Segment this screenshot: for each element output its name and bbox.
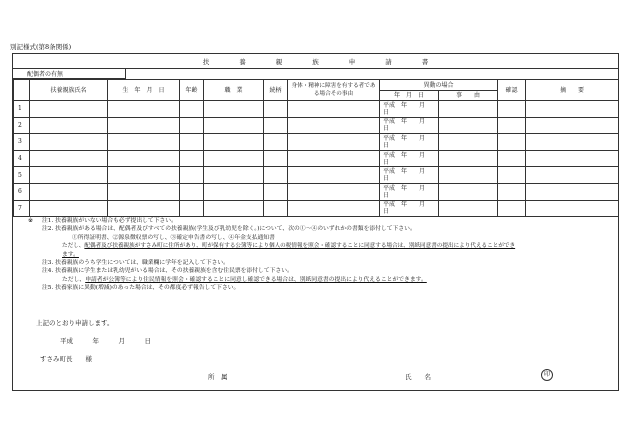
spouse-status-box — [13, 68, 126, 79]
change-reason-cell[interactable] — [439, 134, 498, 151]
seal-icon: 印 — [541, 369, 553, 381]
date-placeholder: 年 月 日 — [383, 168, 438, 183]
name-cell[interactable] — [30, 167, 108, 184]
table-row — [14, 183, 619, 200]
name-cell[interactable] — [30, 134, 108, 151]
note-3: 注3. 扶養親族のうち学生については、職業欄に学年を記入して下さい。 — [42, 260, 229, 266]
note-2-exception — [62, 242, 515, 250]
title-row — [13, 54, 618, 69]
header-change-reason: 事 由 — [439, 91, 498, 101]
header-confirm: 確認 — [498, 80, 526, 101]
header-summary: 摘 要 — [526, 80, 619, 101]
note-4-exception — [62, 276, 427, 284]
date-placeholder: 年 月 日 — [383, 134, 438, 149]
age-cell[interactable] — [180, 167, 204, 184]
row-number: 1 — [14, 101, 30, 118]
disability-cell[interactable] — [288, 167, 380, 184]
date-placeholder: 年 月 日 — [383, 201, 438, 216]
header-number — [14, 80, 30, 101]
confirm-cell[interactable] — [498, 101, 526, 118]
table-row — [14, 150, 619, 167]
confirm-cell[interactable] — [498, 183, 526, 200]
row-number: 7 — [14, 200, 30, 217]
name-cell[interactable] — [30, 101, 108, 118]
era-label: 平成 — [383, 168, 396, 176]
date-placeholder: 年 月 日 — [383, 101, 438, 116]
age-cell[interactable] — [180, 200, 204, 217]
notes-mark: ※ — [28, 218, 33, 224]
birthdate-cell[interactable] — [108, 200, 180, 217]
form-number-label: 別記様式(第8条関係) — [10, 43, 72, 51]
age-cell[interactable] — [180, 101, 204, 118]
header-age: 年齢 — [180, 80, 204, 101]
change-reason-cell[interactable] — [439, 183, 498, 200]
change-reason-cell[interactable] — [439, 117, 498, 134]
change-date-cell[interactable] — [380, 117, 439, 134]
change-date-cell[interactable] — [380, 150, 439, 167]
disability-cell[interactable] — [288, 117, 380, 134]
name-cell[interactable] — [30, 117, 108, 134]
disability-cell[interactable] — [288, 183, 380, 200]
note-4-exception-body: 申請者が公簿等により住民情報を照会・確認することに同意し確認できる場合は、別紙同意書の提出により代えることができます。 — [85, 276, 427, 283]
confirm-cell[interactable] — [498, 117, 526, 134]
era-label: 平成 — [383, 184, 396, 192]
header-name: 扶養親族氏名 — [30, 80, 108, 101]
birthdate-cell[interactable] — [108, 150, 180, 167]
disability-cell[interactable] — [288, 101, 380, 118]
occupation-cell[interactable] — [204, 167, 264, 184]
note-2-documents: ①所得証明書、②源泉徴収票の写し、③確定申告書の写し、④年金支払通知書 — [72, 234, 275, 241]
header-occupation: 職 業 — [204, 80, 264, 101]
name-cell[interactable] — [30, 200, 108, 217]
table-row — [14, 167, 619, 184]
birthdate-cell[interactable] — [108, 101, 180, 118]
summary-cell[interactable] — [526, 117, 619, 134]
change-reason-cell[interactable] — [439, 200, 498, 217]
relationship-cell[interactable] — [264, 200, 288, 217]
birthdate-cell[interactable] — [108, 117, 180, 134]
table-row — [14, 101, 619, 118]
confirm-cell[interactable] — [498, 134, 526, 151]
application-date-field[interactable]: 平成 年 月 日 — [60, 337, 151, 345]
table-row — [14, 134, 619, 151]
table-row — [14, 200, 619, 217]
birthdate-cell[interactable] — [108, 134, 180, 151]
relationship-cell[interactable] — [264, 183, 288, 200]
change-date-cell[interactable] — [380, 101, 439, 118]
era-label: 平成 — [383, 101, 396, 109]
name-cell[interactable] — [30, 183, 108, 200]
note-5: 注5. 扶養家族に異動(増減)のあった場合は、その都度必ず報告して下さい。 — [42, 285, 240, 292]
date-placeholder: 年 月 日 — [383, 184, 438, 199]
era-label: 平成 — [383, 201, 396, 209]
dependents-table — [13, 79, 619, 217]
date-placeholder: 年 月 日 — [383, 118, 438, 133]
date-placeholder: 年 月 日 — [383, 151, 438, 166]
note-4: 注4. 扶養親族に学生または乳幼児がいる場合は、その扶養親族を含む住民票を添付して下さい。 — [42, 268, 293, 275]
change-date-cell[interactable] — [380, 167, 439, 184]
form-title: 扶養親族申請書 — [202, 58, 459, 66]
summary-cell[interactable] — [526, 200, 619, 217]
note-2-exception-body: 配偶者及び扶養親族がすさみ町に住所があり、町が保有する公簿等により個人の税情報を照会・確認することに同意する場合は、別紙同意書の提出により代えることができ — [84, 243, 516, 250]
age-cell[interactable] — [180, 134, 204, 151]
age-cell[interactable] — [180, 117, 204, 134]
name-cell[interactable] — [30, 150, 108, 167]
header-change: 異動の場合 — [380, 80, 498, 91]
note-2-exception-prefix: ただし、 — [62, 243, 85, 250]
change-reason-cell[interactable] — [439, 101, 498, 118]
summary-cell[interactable] — [526, 101, 619, 118]
occupation-cell[interactable] — [204, 150, 264, 167]
header-birthdate: 生 年 月 日 — [108, 80, 180, 101]
era-label: 平成 — [383, 118, 396, 126]
addressee: すさみ町長 様 — [40, 355, 92, 363]
summary-cell[interactable] — [526, 134, 619, 151]
relationship-cell[interactable] — [264, 117, 288, 134]
header-change-date: 年 月 日 — [380, 91, 439, 101]
note-2-exception-end: ます。 — [62, 251, 79, 258]
row-number: 5 — [14, 167, 30, 184]
confirm-cell[interactable] — [498, 167, 526, 184]
row-number: 2 — [14, 117, 30, 134]
age-cell[interactable] — [180, 150, 204, 167]
row-number: 3 — [14, 134, 30, 151]
relationship-cell[interactable] — [264, 150, 288, 167]
birthdate-cell[interactable] — [108, 167, 180, 184]
affiliation-label: 所 属 — [208, 373, 228, 381]
summary-cell[interactable] — [526, 150, 619, 167]
row-number: 4 — [14, 150, 30, 167]
summary-cell[interactable] — [526, 183, 619, 200]
application-statement: 上記のとおり申請します。 — [36, 319, 114, 327]
change-date-cell[interactable] — [380, 200, 439, 217]
occupation-cell[interactable] — [204, 183, 264, 200]
note-2: 注2. 扶養親族がある場合は、配偶者及びすべての扶養親族(学生及び乳幼児を除く。)について、次の①～④のいずれかの書類を添付して下さい。 — [42, 226, 416, 233]
relationship-cell[interactable] — [264, 134, 288, 151]
spouse-status-label: 配偶者の有無 — [27, 71, 64, 78]
confirm-cell[interactable] — [498, 150, 526, 167]
row-number: 6 — [14, 183, 30, 200]
era-label: 平成 — [383, 134, 396, 142]
change-date-cell[interactable] — [380, 183, 439, 200]
disability-cell[interactable] — [288, 150, 380, 167]
occupation-cell[interactable] — [204, 117, 264, 134]
era-label: 平成 — [383, 151, 396, 159]
applicant-name-label: 氏 名 — [405, 373, 431, 381]
header-relationship: 続柄 — [264, 80, 288, 101]
age-cell[interactable] — [180, 183, 204, 200]
disability-cell[interactable] — [288, 134, 380, 151]
note-4-exception-prefix: ただし、 — [62, 276, 86, 283]
change-date-cell[interactable] — [380, 134, 439, 151]
birthdate-cell[interactable] — [108, 183, 180, 200]
change-reason-cell[interactable] — [439, 150, 498, 167]
disability-cell[interactable] — [288, 200, 380, 217]
occupation-cell[interactable] — [204, 134, 264, 151]
change-reason-cell[interactable] — [439, 167, 498, 184]
summary-cell[interactable] — [526, 167, 619, 184]
occupation-cell[interactable] — [204, 101, 264, 118]
confirm-cell[interactable] — [498, 200, 526, 217]
table-row — [14, 117, 619, 134]
note-1: 注1. 扶養親族がいない場合も必ず提出して下さい。 — [42, 218, 177, 224]
header-disability: 身体・精神に障害を有する者である場合その事由 — [288, 80, 380, 101]
relationship-cell[interactable] — [264, 167, 288, 184]
relationship-cell[interactable] — [264, 101, 288, 118]
occupation-cell[interactable] — [204, 200, 264, 217]
